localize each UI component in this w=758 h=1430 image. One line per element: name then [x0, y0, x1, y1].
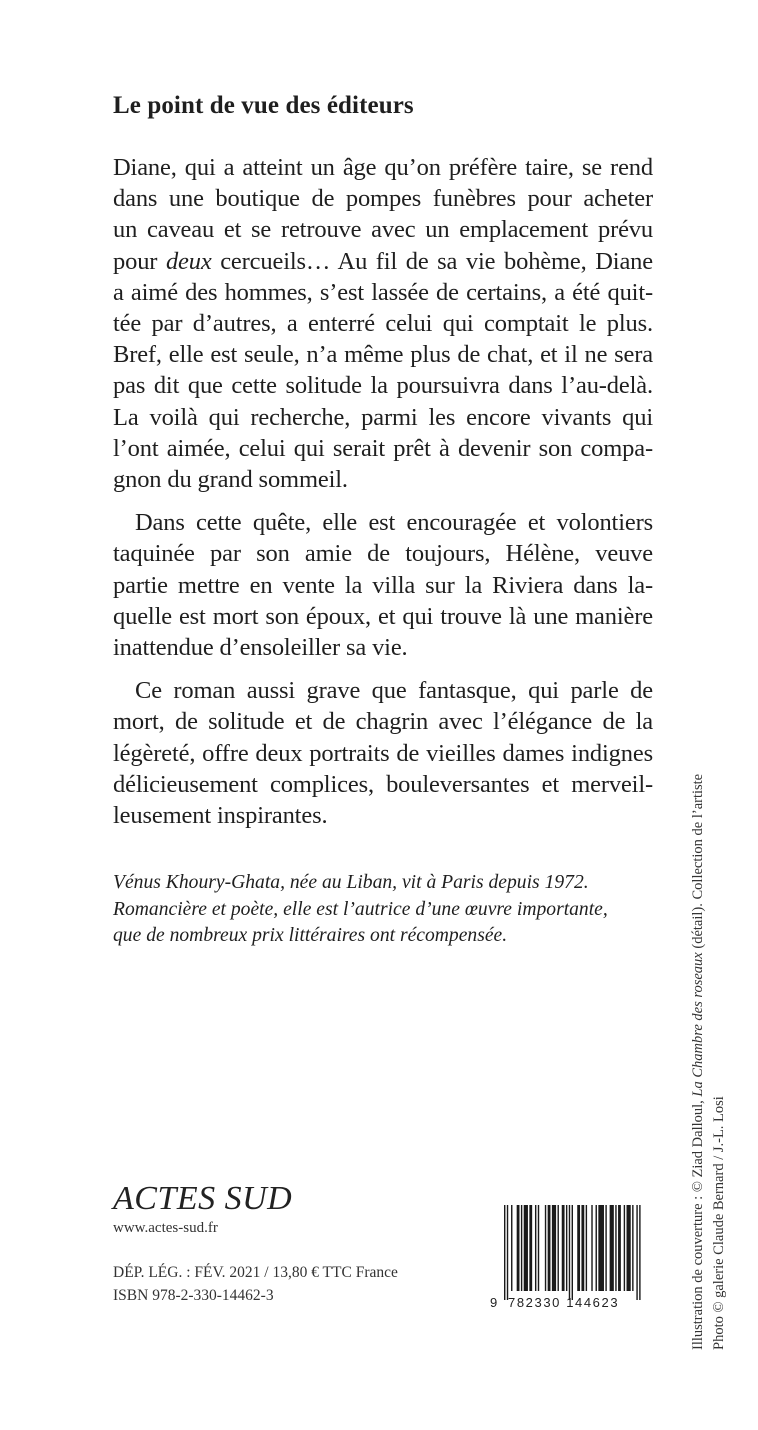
text-line: légèreté, offre deux portraits de vieilles dames indignes	[113, 739, 653, 767]
text-line: tée par d’autres, a enterré celui qui comptait le plus.	[113, 310, 653, 338]
publisher-logo: ACTES SUD	[113, 1180, 293, 1217]
text-line: a aimé des hommes, s’est lassée de certains, a été quit-	[113, 278, 653, 306]
text-line: l’ont aimée, celui qui serait prêt à devenir son compa-	[113, 434, 653, 462]
text-line: Ce roman aussi grave que fantasque, qui parle de	[135, 677, 653, 705]
text-line: La voilà qui recherche, parmi les encore vivants qui	[113, 403, 653, 431]
text-line: pour deux cercueils… Au fil de sa vie bohème, Diane	[113, 247, 653, 275]
isbn: ISBN 978-2-330-14462-3	[113, 1287, 274, 1304]
text-line: Diane, qui a atteint un âge qu’on préfère taire, se rend	[113, 154, 653, 181]
paragraph	[113, 507, 653, 663]
text-line: mort, de solitude et de chagrin avec l’élégance de la	[113, 708, 653, 736]
barcode-lead-digit: 9	[490, 1295, 498, 1310]
text-line: taquinée par son amie de toujours, Hélène, veuve	[113, 540, 653, 568]
text-line: pas dit que cette solitude la poursuivra dans l’au-delà.	[113, 372, 653, 400]
text-line: Bref, elle est seule, n’a même plus de chat, et il ne sera	[113, 341, 653, 369]
barcode-digits: 782330 144623	[508, 1295, 620, 1310]
text-line: inattendue d’ensoleiller sa vie.	[113, 634, 408, 662]
legal-info	[113, 1261, 398, 1307]
blurb-text	[113, 152, 653, 831]
text-line: leusement inspirantes.	[113, 802, 328, 830]
cover-credits	[688, 774, 730, 1350]
text-line: gnon du grand sommeil.	[113, 466, 348, 494]
text-line: délicieusement complices, bouleversantes et merveil-	[113, 770, 653, 798]
author-bio-line: Romancière et poète, elle est l’autrice d’une œuvre importante,	[113, 898, 608, 920]
photo-credit: Photo © galerie Claude Bernard / J.-L. Losi	[711, 1096, 727, 1350]
barcode	[490, 1205, 642, 1315]
legal-deposit: DÉP. LÉG. : FÉV. 2021 / 13,80 € TTC France	[113, 1264, 398, 1281]
text-line: dans une boutique de pompes funèbres pour acheter	[113, 185, 653, 213]
paragraph	[113, 675, 653, 831]
author-bio-line: que de nombreux prix littéraires ont récompensée.	[113, 925, 508, 946]
text-line: un caveau et se retrouve avec un emplacement prévu	[113, 216, 653, 244]
text-line: Dans cette quête, elle est encouragée et volontiers	[135, 509, 653, 537]
text-line: partie mettre en vente la villa sur la Riviera dans la-	[113, 571, 653, 599]
author-bio-line: Vénus Khoury-Ghata, née au Liban, vit à Paris depuis 1972.	[113, 872, 589, 893]
paragraph	[113, 152, 653, 495]
barcode-bars	[504, 1205, 642, 1300]
illustration-credit: Illustration de couverture : © Ziad Dalloul, La Chambre des roseaux (détail). Collection de l’artiste	[690, 773, 706, 1350]
author-bio	[113, 870, 673, 950]
text-line: quelle est mort son époux, et qui trouve là une manière	[113, 602, 653, 630]
section-heading: Le point de vue des éditeurs	[113, 92, 414, 119]
publisher-website: www.actes-sud.fr	[113, 1220, 218, 1236]
